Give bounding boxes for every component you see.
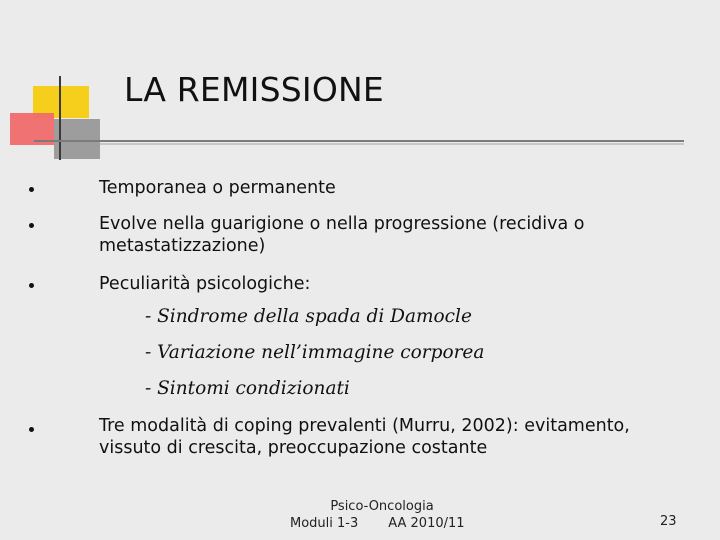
bullet-text: Peculiarità psicologiche: [99,274,311,294]
bullet-dot [29,283,34,288]
decor-vertical-line [59,76,61,160]
footer-course: Moduli 1-3 [290,516,359,531]
title-underline-shadow [100,143,684,145]
bullet-text: Temporanea o permanente [99,178,336,198]
sub-item: - Variazione nell’immagine corporea [145,342,485,363]
footer-subject: Psico-Oncologia [330,499,434,514]
sub-item: - Sintomi condizionati [145,378,350,399]
slide-title: LA REMISSIONE [124,70,384,109]
bullet-dot [29,427,34,432]
title-underline [34,140,684,142]
sub-item: - Sindrome della spada di Damocle [145,306,472,327]
footer-year: AA 2010/11 [388,516,465,531]
bullet-text: Evolve nella guarigione o nella progressione (recidiva o metastatizzazione) [99,214,585,256]
bullet-text: Tre modalità di coping prevalenti (Murru, 2002): evitamento, vissuto di crescita, preoccupazione costante [99,416,630,458]
page-number: 23 [660,514,677,529]
bullet-dot [29,223,34,228]
bullet-dot [29,187,34,192]
slide-footer [290,498,470,532]
